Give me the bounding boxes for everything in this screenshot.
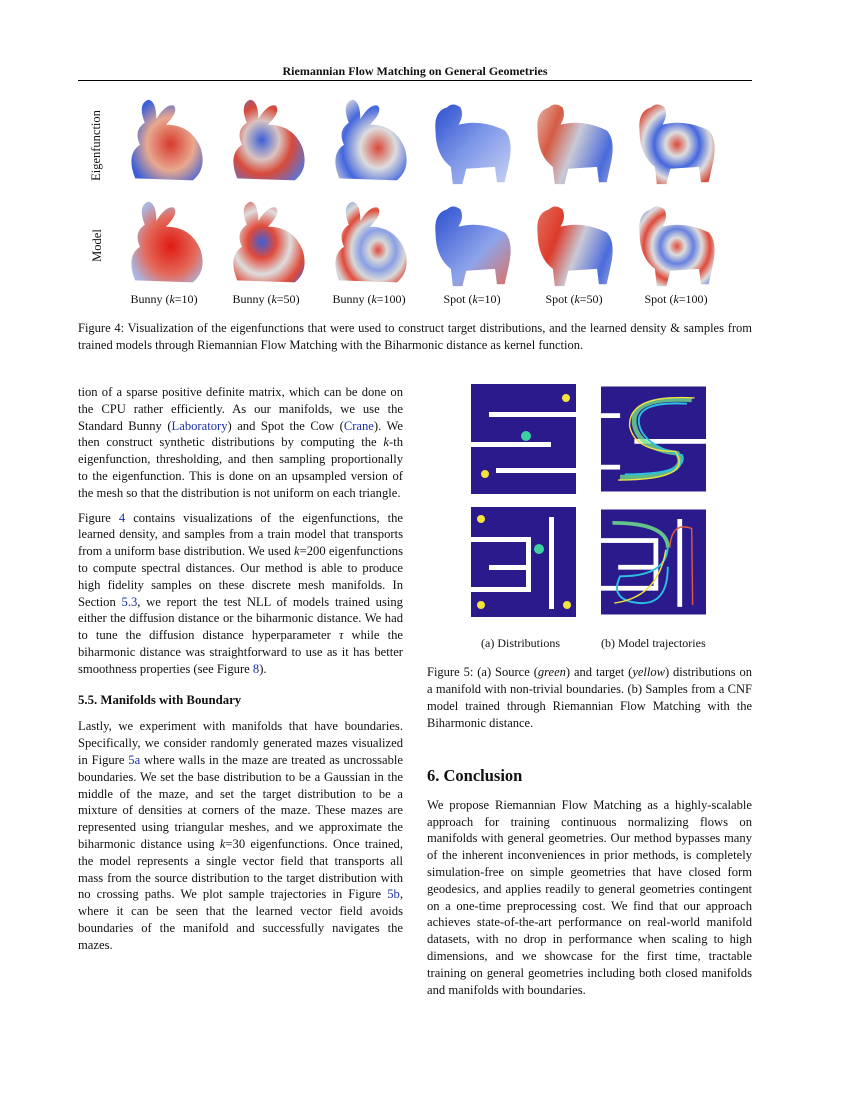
cow-model-k100 xyxy=(628,194,724,290)
maze-distribution-2 xyxy=(471,507,576,617)
header-rule xyxy=(78,80,752,81)
ref-figure-5a[interactable]: 5a xyxy=(128,752,141,767)
col-label-bunny-k50: Bunny (k=50) xyxy=(232,292,300,306)
figure-5-caption: Figure 5: (a) Source (green) and target (yellow) distributions on a manifold with non-trivial boundaries. (b) Samples from a CNF model trained through Riemannian Flow Matching with the Biharmonic distance. xyxy=(427,665,753,730)
cow-model-k50 xyxy=(526,194,622,290)
figure-5b-label: (b) Model trajectories xyxy=(601,636,706,650)
section-heading-5-5: 5.5. Manifolds with Boundary xyxy=(78,692,242,707)
figure-4-caption: Figure 4: Visualization of the eigenfunctions that were used to construct target distributions, and the learned density & samples from trained models through Riemannian Flow Matching with the Biharmonic distance as kernel function. xyxy=(78,321,752,352)
ref-section-5-3[interactable]: 5.3 xyxy=(121,594,138,609)
paragraph-1: tion of a sparse positive definite matrix, which can be done on the CPU rather efficiently. As our manifolds, we use the Standard Bunny (Laboratory) and Spot the Cow (Crane). We then construct synthetic distributions by computing the k-th eigenfunction, thresholding, and then sampling proportionally to the eigenfunction. This is done on an upsampled version of the mesh so that the distribution is not uniform on each triangle. xyxy=(78,385,403,500)
col-label-bunny-k100: Bunny (k=100) xyxy=(332,292,406,306)
row-label-model: Model xyxy=(89,229,104,262)
ref-figure-4[interactable]: 4 xyxy=(118,510,126,525)
left-column xyxy=(78,384,403,962)
col-label-spot-k50: Spot (k=50) xyxy=(545,292,603,306)
maze-trajectories-2 xyxy=(601,507,706,617)
bunny-eigen-k50 xyxy=(218,92,314,188)
maze-distribution-1 xyxy=(471,384,576,494)
figure-5a-label: (a) Distributions xyxy=(481,636,560,650)
bunny-model-k50 xyxy=(218,194,314,290)
col-label-spot-k10: Spot (k=10) xyxy=(443,292,501,306)
bunny-eigen-k10 xyxy=(116,92,212,188)
col-label-bunny-k10: Bunny (k=10) xyxy=(130,292,198,306)
row-label-eigenfunction: Eigenfunction xyxy=(88,110,103,181)
paragraph-3: Lastly, we experiment with manifolds that have boundaries. Specifically, we consider randomly generated mazes visualized in Figure 5a where walls in the maze are treated as uncrossable boundaries. We set the base distribution to be a Gaussian in the middle of the maze, and set the target distribution to be a mixture of densities at corners of the maze. These mazes are represented using triangular meshes, and we approximate the biharmonic distance using k=30 eigenfunctions. Once trained, the model represents a single vector field that transports all mass from the source distribution to the target distribution with no crossing paths. We plot sample trajectories in Figure 5b, where it can be seen that the learned vector field avoids boundaries of the manifold and successfully navigates the mazes. xyxy=(78,719,403,952)
citation-crane[interactable]: Crane xyxy=(343,418,374,433)
citation-laboratory[interactable]: Laboratory xyxy=(171,418,228,433)
section-heading-conclusion: 6. Conclusion xyxy=(427,766,523,785)
bunny-eigen-k100 xyxy=(320,92,416,188)
bunny-model-k10 xyxy=(116,194,212,290)
cow-eigen-k100 xyxy=(628,92,724,188)
ref-figure-8[interactable]: 8 xyxy=(252,661,260,676)
maze-trajectories-1 xyxy=(601,384,706,494)
ref-figure-5b[interactable]: 5b xyxy=(387,887,400,902)
paragraph-2: Figure 4 contains visualizations of the eigenfunctions, the learned density, and samples from a train model that transports from a uniform base distribution. We used k=200 eigenfunctions to compute spectral distances. Our method is able to produce high fidelity samples on these discrete mesh manifolds. In Section 5.3, we report the test NLL of models trained using either the diffusion distance or the biharmonic distance. We had to tune the diffusion distance hyperparameter τ while the biharmonic distance was straightforward to use as it has better smoothness properties (see Figure 8). xyxy=(78,510,403,676)
conclusion-body: We propose Riemannian Flow Matching as a highly-scalable approach for training continuous normalizing flows on manifolds with general geometries. Our method bypasses many of the inherent inconveniences in prior methods, is completely simulation-free on simple geometries that have closed form geodesics, and applies readily to general geometries contingent on a one-time preprocessing cost. We find that our approach achieves state-of-the-art performance on real-world manifold datasets, with no drop in performance when scaling to high dimensions, and we showcase for the first time, tractable training on general geometries including both closed manifolds and manifolds with boundaries. xyxy=(427,797,752,997)
cow-eigen-k50 xyxy=(526,92,622,188)
running-header: Riemannian Flow Matching on General Geometries xyxy=(282,64,548,78)
figure-4 xyxy=(78,90,752,310)
col-label-spot-k100: Spot (k=100) xyxy=(644,292,708,306)
conclusion-section xyxy=(427,768,752,1006)
cow-model-k10 xyxy=(424,194,520,290)
bunny-model-k100 xyxy=(320,194,416,290)
cow-eigen-k10 xyxy=(424,92,520,188)
